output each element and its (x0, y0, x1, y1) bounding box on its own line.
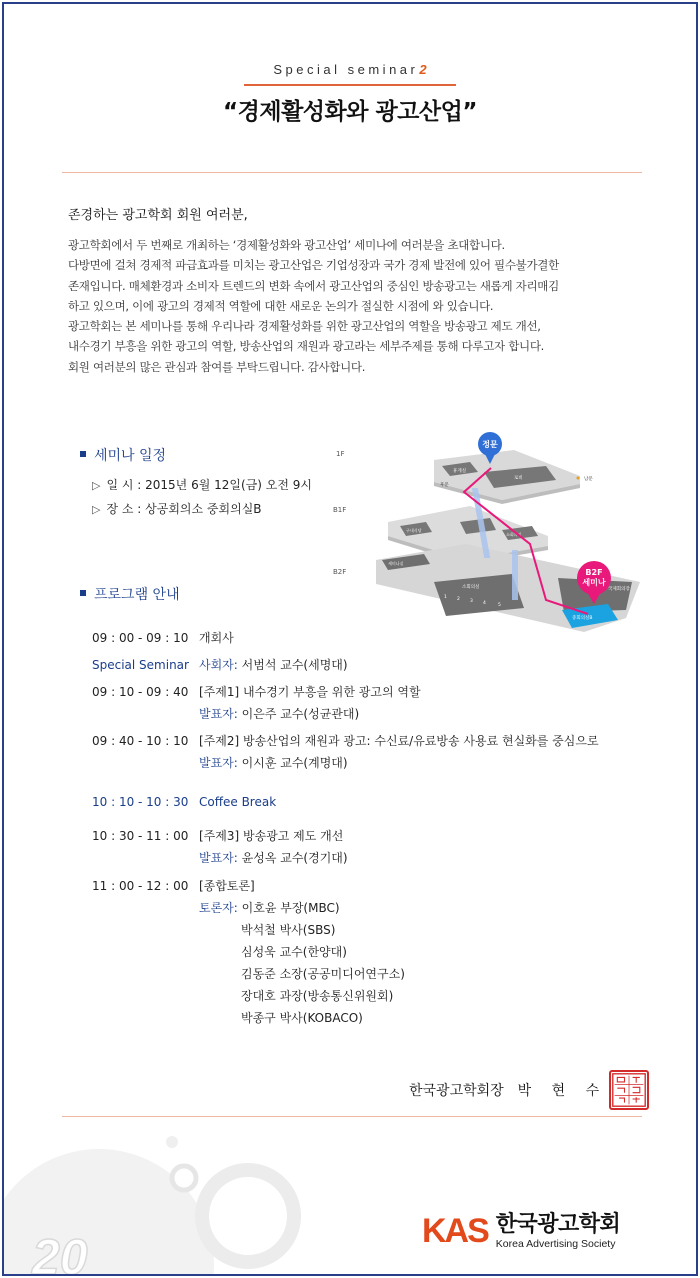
map-label-back-gate: 후문 (440, 483, 449, 488)
intro-line: 광고학회는 본 세미나를 통해 우리나라 경제활성화를 위한 광고산업의 역할을 방송광고 제도 개선, (68, 319, 541, 334)
program-desc: [주제1] 내수경기 부흥을 위한 광고의 역할 (199, 685, 421, 699)
intro-line: 광고학회에서 두 번째로 개최하는 ‘경제활성화와 광고산업’ 세미나에 여러분을 초대합니다. (68, 238, 505, 252)
map-label-south-gate: 남문 (584, 477, 593, 482)
divider-bottom (62, 1116, 642, 1117)
signature-block (409, 1070, 649, 1110)
map-label-seminar-room: 세미나실 (388, 561, 404, 566)
logo-korean-name: 한국광고학회 (495, 1211, 621, 1237)
program-person: 윤성옥 교수(경기대) (237, 851, 348, 865)
map-label-lounge: 휴게실 (453, 469, 467, 474)
schedule-heading-text: 세미나 일정 (94, 448, 167, 464)
program-person: 이시훈 교수(계명대) (237, 756, 348, 770)
deco-ring (202, 1170, 294, 1262)
deco-dot (166, 1136, 178, 1148)
square-bullet-icon (80, 451, 86, 457)
program-time: 09 : 10 - 09 : 40 (92, 685, 189, 699)
program-person: 이호윤 부장(MBC) (237, 901, 340, 915)
seal-stamp-icon (609, 1070, 649, 1110)
program-heading-text: 프로그램 안내 (94, 587, 180, 603)
program-desc: [주제2] 방송산업의 재원과 광고: 수신료/유료방송 사용료 현실화를 중심으로 (199, 734, 599, 748)
program-time: 10 : 10 - 10 : 30 (92, 795, 189, 809)
program-person: 박종구 박사(KOBACO) (241, 1011, 363, 1025)
floor-label-1f: 1F (336, 450, 345, 458)
intro-line: 내수경기 부흥을 위한 광고의 역할, 방송산업의 재원과 광고라는 세부주제를 통해 다루고자 합니다. (68, 339, 544, 354)
kas-logo (422, 1212, 620, 1251)
program-heading (80, 584, 180, 604)
program-time: 09 : 40 - 10 : 10 (92, 734, 189, 748)
program-person: 이은주 교수(성균관대) (237, 707, 360, 721)
program-role: 사회자: (199, 658, 238, 672)
signature-name: 박 현 수 (517, 1083, 608, 1099)
signature-title: 한국광고학회장 (409, 1083, 504, 1099)
kas-logo-mark: KAS (422, 1212, 488, 1250)
program-time: 11 : 00 - 12 : 00 (92, 879, 189, 893)
series-text: Special seminar (273, 62, 419, 77)
intro-body (68, 235, 648, 377)
map-room-number: 1 (444, 595, 447, 600)
anniversary-number: 20 (32, 1229, 88, 1278)
program-time: 09 : 00 - 09 : 10 (92, 631, 189, 645)
program-desc: [종합토론] (199, 879, 255, 893)
intro-line: 하고 있으며, 이에 광고의 경제적 역할에 대한 새로운 논의가 절실한 시점에 와 있습니다. (68, 298, 494, 313)
anniversary-decoration (4, 1134, 324, 1276)
program-time: Special Seminar (92, 658, 189, 672)
intro-line: 존재입니다. 매체환경과 소비자 트렌드의 변화 속에서 광고산업의 중심인 방송광고는 새롭게 자리매김 (68, 278, 559, 293)
floor-label-b2f: B2F (333, 568, 347, 576)
schedule-date-text: 일 시 : 2015년 6월 12일(금) 오전 9시 (106, 478, 312, 492)
program-role: 발표자: (199, 851, 238, 865)
triangle-right-icon: ▷ (92, 503, 101, 516)
map-room-number: 4 (483, 601, 486, 606)
south-gate-dot (577, 477, 580, 480)
schedule-heading (80, 445, 166, 465)
schedule-date (92, 476, 312, 493)
map-label-lobby: 로비 (514, 476, 523, 481)
program-time: 10 : 30 - 11 : 00 (92, 829, 189, 843)
series-label (4, 62, 696, 77)
program-person: 박석철 박사(SBS) (241, 923, 336, 937)
triangle-right-icon: ▷ (92, 479, 101, 492)
program-person: 심성욱 교수(한양대) (241, 945, 347, 959)
map-label-restaurant: 구내식당 (406, 528, 422, 533)
map-room-number: 2 (457, 597, 460, 602)
divider-top (62, 172, 642, 173)
program-desc: Coffee Break (199, 795, 277, 809)
schedule-place (92, 500, 262, 517)
floor-label-b1f: B1F (333, 506, 347, 514)
program-person: 장대호 과장(방송통신위원회) (241, 989, 394, 1003)
seminar-tag-label: 세미나 (582, 578, 606, 587)
program-role: 토론자: (199, 901, 238, 915)
map-label-small-hall: 소회의실 (462, 585, 480, 590)
deco-ring-small (172, 1166, 196, 1190)
page-title: “경제활성화와 광고산업” (223, 99, 477, 125)
main-gate-label: 정문 (482, 440, 498, 449)
map-label-intl-hall: 국제회의장 (608, 587, 630, 592)
intro-letter (68, 204, 648, 377)
venue-floor-map (326, 432, 646, 642)
greeting: 존경하는 광고학회 회원 여러분, (68, 208, 248, 223)
page-frame (2, 2, 698, 1276)
map-room-number: 3 (470, 599, 473, 604)
program-desc: [주제3] 방송광고 제도 개선 (199, 829, 344, 843)
stair-connector-2 (512, 550, 518, 600)
map-room-number: 5 (498, 603, 501, 608)
header (4, 62, 696, 126)
intro-line: 회원 여러분의 많은 관심과 참여를 부탁드립니다. 감사합니다. (68, 359, 366, 374)
program-person: 서범석 교수(세명대) (237, 658, 348, 672)
program-person: 김동준 소장(공공미디어연구소) (241, 967, 405, 981)
program-role: 발표자: (199, 756, 238, 770)
program-desc: 개회사 (199, 631, 234, 645)
map-label-venue: 중회의실B (572, 616, 593, 621)
logo-english-name: Korea Advertising Society (495, 1237, 616, 1250)
square-bullet-icon (80, 590, 86, 596)
schedule-place-text: 장 소 : 상공회의소 중회의실B (106, 502, 262, 516)
map-label-small-room: 소회의실 (506, 532, 522, 537)
series-number: 2 (419, 62, 427, 77)
title-rule (244, 84, 456, 86)
seminar-tag-floor: B2F (585, 568, 603, 577)
program-role: 발표자: (199, 707, 238, 721)
intro-line: 다방면에 걸쳐 경제적 파급효과를 미치는 광고산업은 기업성장과 국가 경제 발전에 있어 필수불가결한 (68, 258, 559, 273)
logo-text (495, 1211, 621, 1250)
